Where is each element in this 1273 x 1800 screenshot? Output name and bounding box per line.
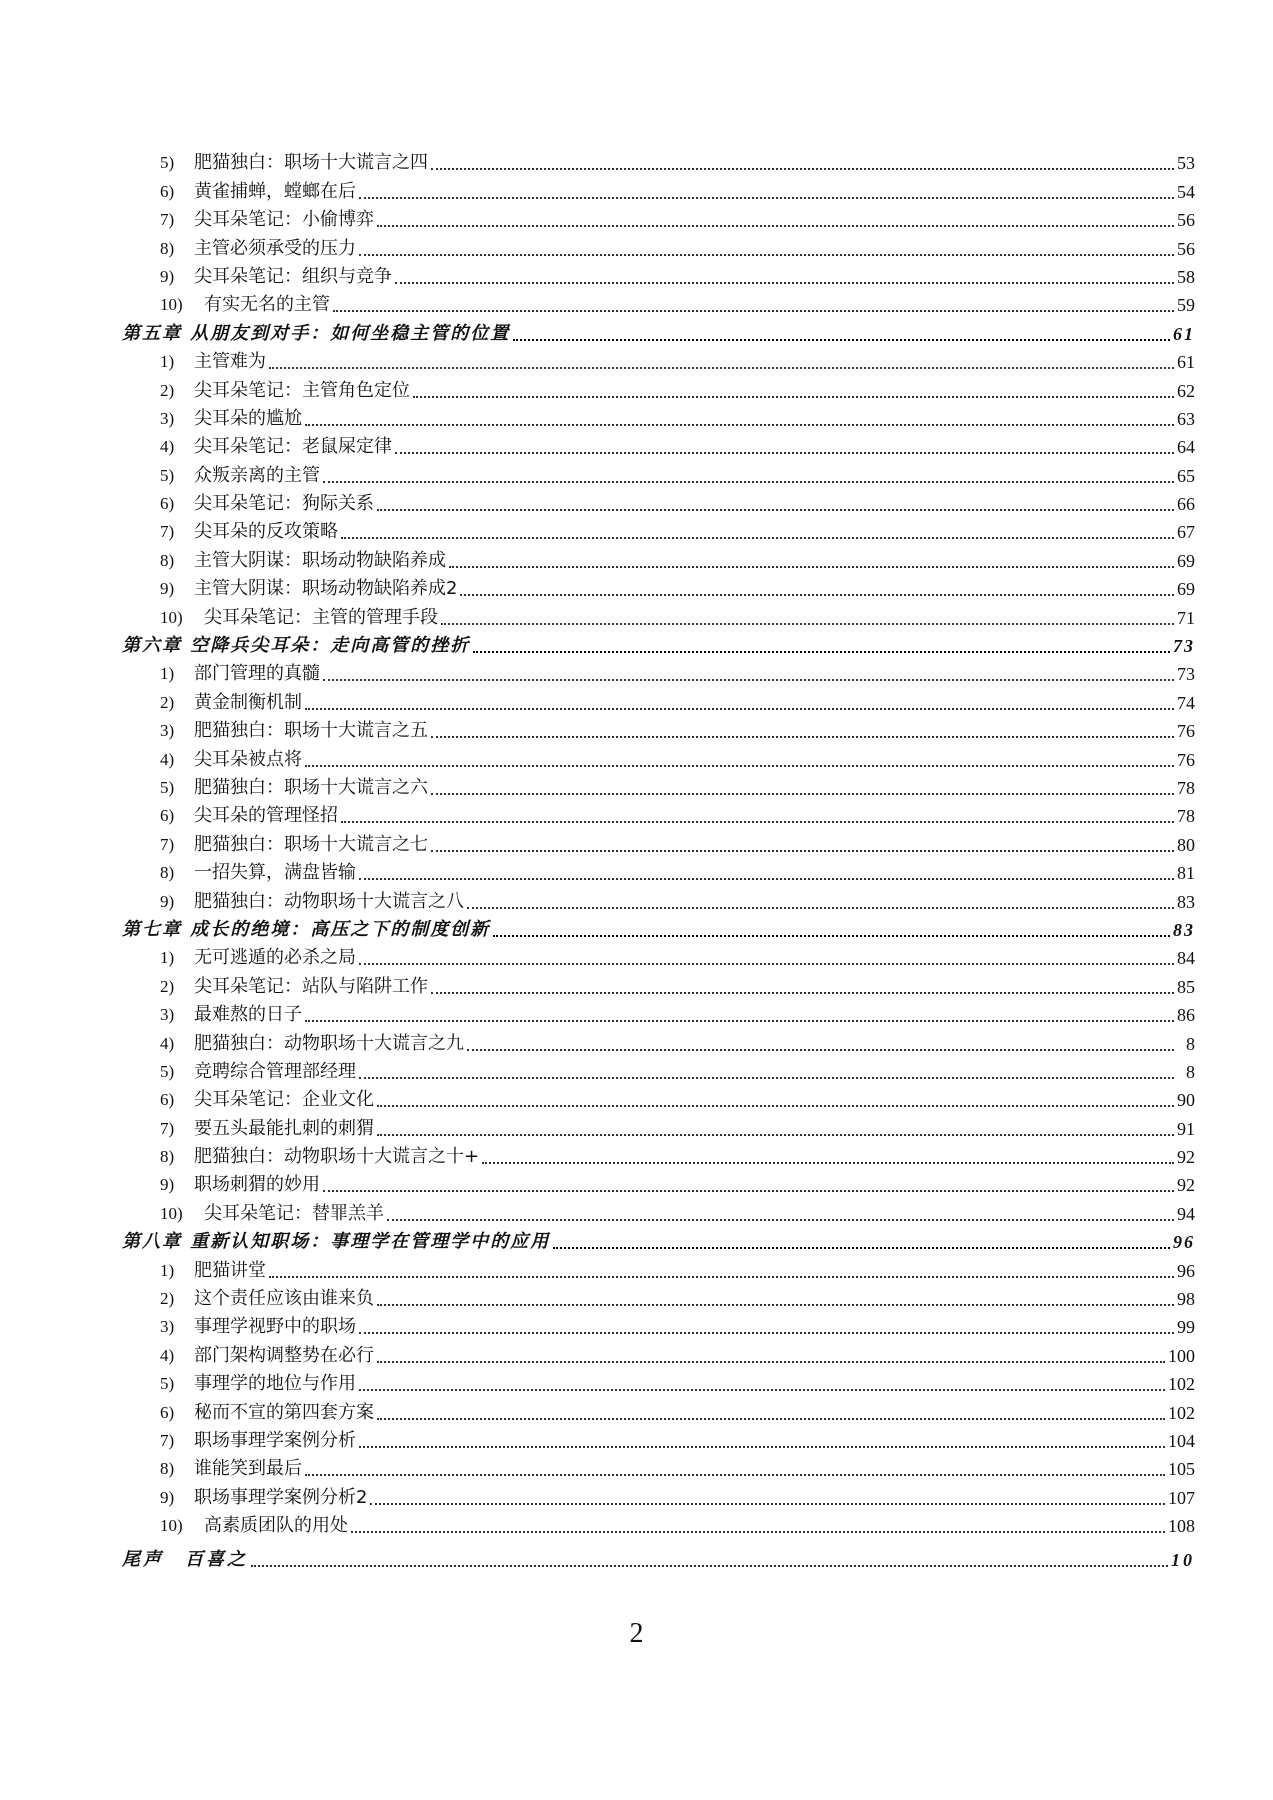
toc-entry-number: 1) [160, 664, 175, 684]
toc-entry-title: 尖耳朵的管理怪招 [194, 805, 338, 827]
toc-chapter [0, 913, 1273, 941]
dot-leader [449, 565, 1174, 568]
toc-entry [0, 1140, 1273, 1168]
toc-entry-number: 10) [160, 1203, 183, 1223]
toc-entry [0, 458, 1273, 486]
toc-entry-page: 98 [1177, 1289, 1195, 1310]
toc-entry-page: 105 [1168, 1459, 1195, 1480]
toc-entry [0, 1253, 1273, 1281]
toc-entry-title: 尖耳朵笔记：小偷博弈 [194, 209, 374, 231]
table-of-contents [0, 146, 1273, 1571]
dot-leader [473, 650, 1170, 653]
toc-entry [0, 771, 1273, 799]
toc-entry-title: 这个责任应该由谁来负 [194, 1288, 374, 1310]
toc-entry-number: 3) [160, 721, 175, 741]
toc-entry [0, 856, 1273, 884]
toc-entry-page: 73 [1173, 636, 1195, 657]
toc-entry-number: 4) [160, 1033, 175, 1053]
toc-entry-number: 1) [160, 352, 175, 372]
toc-entry [0, 146, 1273, 174]
toc-entry-title: 尖耳朵笔记：企业文化 [194, 1089, 374, 1111]
toc-entry-title: 职场刺猬的妙用 [194, 1174, 320, 1196]
toc-entry-page: 104 [1168, 1430, 1195, 1451]
dot-leader [341, 820, 1174, 823]
toc-entry [0, 1196, 1273, 1224]
toc-entry-page: 67 [1177, 522, 1195, 543]
toc-entry-page: 69 [1177, 579, 1195, 600]
toc-entry-number: 3) [160, 1005, 175, 1025]
toc-entry-page: 92 [1177, 1147, 1195, 1168]
dot-leader [377, 508, 1174, 511]
toc-entry-title: 主管必须承受的压力 [194, 237, 356, 259]
toc-entry-number: 6) [160, 1090, 175, 1110]
toc-entry-page: 94 [1177, 1203, 1195, 1224]
toc-entry-title: 肥猫独白：动物职场十大谎言之八 [194, 890, 464, 912]
toc-entry-number: 8) [160, 1459, 175, 1479]
toc-entry-number: 1) [160, 948, 175, 968]
toc-entry-title: 事理学视野中的职场 [194, 1316, 356, 1338]
dot-leader [377, 224, 1174, 227]
dot-leader [323, 1189, 1174, 1192]
toc-entry [0, 203, 1273, 231]
dot-leader [377, 1104, 1174, 1107]
toc-entry-page: 84 [1177, 948, 1195, 969]
dot-leader [377, 1303, 1174, 1306]
toc-entry-page: 83 [1173, 919, 1195, 940]
toc-entry-number: 7) [160, 834, 175, 854]
toc-entry [0, 884, 1273, 912]
dot-leader [482, 1161, 1174, 1164]
page-number: 2 [629, 1618, 644, 1649]
toc-entry [0, 572, 1273, 600]
dot-leader [431, 849, 1174, 852]
toc-entry-title: 尖耳朵的尴尬 [194, 407, 302, 429]
toc-entry-title: 主管大阴谋：职场动物缺陷养成 [194, 549, 446, 571]
toc-entry-title: 秘而不宣的第四套方案 [194, 1401, 374, 1423]
toc-entry-title: 主管大阴谋：职场动物缺陷养成2 [194, 578, 458, 600]
dot-leader [395, 281, 1174, 284]
toc-entry-page: 10 [1171, 1550, 1195, 1571]
dot-leader [359, 877, 1174, 880]
toc-entry-page: 73 [1177, 664, 1195, 685]
toc-entry [0, 345, 1273, 373]
dot-leader [359, 1331, 1174, 1334]
toc-entry-title: 肥猫独白：动物职场十大谎言之十+ [194, 1146, 480, 1168]
toc-entry-number: 10) [160, 607, 183, 627]
toc-entry [0, 941, 1273, 969]
dot-leader [467, 1048, 1174, 1051]
toc-entry-number: 7) [160, 1430, 175, 1450]
toc-entry [0, 1310, 1273, 1338]
toc-entry-title: 第七章 成长的绝境：高压之下的制度创新 [122, 918, 491, 940]
toc-entry-number: 3) [160, 1317, 175, 1337]
dot-leader [553, 1246, 1170, 1249]
toc-entry-page: 83 [1177, 891, 1195, 912]
toc-entry-page: 71 [1177, 607, 1195, 628]
toc-entry-number: 4) [160, 1345, 175, 1365]
toc-entry-number: 6) [160, 806, 175, 826]
toc-entry [0, 515, 1273, 543]
toc-entry-number: 8) [160, 1147, 175, 1167]
toc-entry-page: 74 [1177, 692, 1195, 713]
toc-entry-page: 96 [1173, 1232, 1195, 1253]
toc-entry [0, 1338, 1273, 1366]
toc-entry-number: 3) [160, 408, 175, 428]
toc-entry [0, 402, 1273, 430]
toc-entry-number: 10) [160, 295, 183, 315]
toc-entry-title: 肥猫独白：职场十大谎言之五 [194, 720, 428, 742]
toc-entry-title: 尖耳朵笔记：狗际关系 [194, 493, 374, 515]
toc-entry-page: 86 [1177, 1005, 1195, 1026]
toc-entry-page: 99 [1177, 1317, 1195, 1338]
toc-entry [0, 288, 1273, 316]
dot-leader [467, 906, 1174, 909]
toc-entry-page: 78 [1177, 777, 1195, 798]
toc-entry-title: 尾声 百喜之 [122, 1549, 248, 1571]
toc-entry [0, 685, 1273, 713]
toc-entry [0, 1026, 1273, 1054]
toc-entry-title: 无可逃遁的必杀之局 [194, 947, 356, 969]
dot-leader [431, 991, 1174, 994]
dot-leader [377, 1360, 1165, 1363]
toc-entry-number: 6) [160, 494, 175, 514]
toc-entry-page: 53 [1177, 153, 1195, 174]
dot-leader [305, 423, 1174, 426]
toc-entry-title: 谁能笑到最后 [194, 1458, 302, 1480]
toc-entry [0, 1452, 1273, 1480]
toc-chapter [0, 1225, 1273, 1253]
toc-entry-page: 92 [1177, 1175, 1195, 1196]
toc-entry-page: 80 [1177, 834, 1195, 855]
toc-entry-number: 5) [160, 1061, 175, 1081]
toc-entry-number: 5) [160, 1374, 175, 1394]
toc-entry-number: 2) [160, 976, 175, 996]
dot-leader [431, 792, 1174, 795]
toc-chapter [0, 316, 1273, 344]
toc-entry [0, 998, 1273, 1026]
toc-entry-number: 4) [160, 437, 175, 457]
dot-leader [305, 764, 1174, 767]
toc-entry-number: 2) [160, 380, 175, 400]
toc-entry-number: 9) [160, 266, 175, 286]
toc-entry-title: 第八章 重新认知职场：事理学在管理学中的应用 [122, 1231, 551, 1253]
toc-entry-page: 90 [1177, 1090, 1195, 1111]
toc-entry-title: 肥猫独白：职场十大谎言之六 [194, 776, 428, 798]
dot-leader [351, 1530, 1165, 1533]
toc-entry-page: 63 [1177, 408, 1195, 429]
dot-leader [513, 338, 1170, 341]
toc-entry-page: 56 [1177, 238, 1195, 259]
toc-entry-number: 4) [160, 749, 175, 769]
toc-entry-title: 肥猫独白：动物职场十大谎言之九 [194, 1032, 464, 1054]
toc-entry-page: 107 [1168, 1487, 1195, 1508]
toc-entry-page: 8 [1186, 1061, 1195, 1082]
toc-entry-title: 黄雀捕蝉，螳螂在后 [194, 180, 356, 202]
toc-entry-page: 85 [1177, 976, 1195, 997]
toc-entry-number: 8) [160, 238, 175, 258]
toc-entry-page: 62 [1177, 380, 1195, 401]
toc-entry-title: 尖耳朵被点将 [194, 748, 302, 770]
toc-entry-number: 7) [160, 522, 175, 542]
dot-leader [387, 1218, 1174, 1221]
toc-entry-number: 10) [160, 1516, 183, 1536]
toc-entry [0, 827, 1273, 855]
dot-leader [305, 1473, 1165, 1476]
toc-entry-title: 黄金制衡机制 [194, 691, 302, 713]
toc-entry [0, 1395, 1273, 1423]
toc-entry [0, 1424, 1273, 1452]
dot-leader [269, 366, 1174, 369]
dot-leader [431, 167, 1174, 170]
toc-entry-title: 竞聘综合管理部经理 [194, 1060, 356, 1082]
dot-leader [377, 1417, 1165, 1420]
toc-entry-page: 58 [1177, 266, 1195, 287]
toc-entry-page: 102 [1168, 1402, 1195, 1423]
dot-leader [323, 678, 1174, 681]
dot-leader [377, 1133, 1174, 1136]
toc-entry-page: 61 [1173, 323, 1195, 344]
toc-entry-title: 肥猫讲堂 [194, 1259, 266, 1281]
toc-entry-title: 一招失算，满盘皆输 [194, 862, 356, 884]
toc-entry-title: 最难熬的日子 [194, 1004, 302, 1026]
toc-entry-page: 108 [1168, 1516, 1195, 1537]
dot-leader [359, 196, 1174, 199]
toc-entry [0, 1509, 1273, 1537]
toc-entry-number: 5) [160, 153, 175, 173]
toc-entry [0, 373, 1273, 401]
toc-entry-title: 事理学的地位与作用 [194, 1373, 356, 1395]
toc-entry-page: 56 [1177, 210, 1195, 231]
toc-entry-page: 96 [1177, 1260, 1195, 1281]
toc-entry-number: 8) [160, 863, 175, 883]
toc-entry-page: 91 [1177, 1118, 1195, 1139]
toc-entry-title: 要五头最能扎刺的刺猬 [194, 1117, 374, 1139]
toc-entry [0, 231, 1273, 259]
toc-entry [0, 487, 1273, 515]
toc-entry-number: 9) [160, 579, 175, 599]
toc-entry-title: 尖耳朵笔记：主管的管理手段 [204, 606, 438, 628]
toc-entry-title: 有实无名的主管 [204, 294, 330, 316]
toc-entry-number: 8) [160, 550, 175, 570]
toc-entry [0, 1055, 1273, 1083]
dot-leader [359, 1445, 1165, 1448]
toc-entry-page: 81 [1177, 863, 1195, 884]
dot-leader [359, 253, 1174, 256]
toc-entry-page: 76 [1177, 749, 1195, 770]
toc-entry-number: 2) [160, 1289, 175, 1309]
toc-entry-title: 职场事理学案例分析 [194, 1429, 356, 1451]
toc-entry-title: 尖耳朵笔记：老鼠屎定律 [194, 436, 392, 458]
toc-entry-page: 78 [1177, 806, 1195, 827]
toc-entry-title: 肥猫独白：职场十大谎言之七 [194, 833, 428, 855]
toc-entry-number: 5) [160, 777, 175, 797]
toc-entry [0, 714, 1273, 742]
dot-leader [359, 1388, 1165, 1391]
toc-entry [0, 657, 1273, 685]
toc-entry-title: 尖耳朵笔记：替罪羔羊 [204, 1202, 384, 1224]
toc-entry-title: 高素质团队的用处 [204, 1515, 348, 1537]
toc-entry-title: 第六章 空降兵尖耳朵：走向高管的挫折 [122, 635, 471, 657]
toc-entry-title: 尖耳朵笔记：组织与竞争 [194, 265, 392, 287]
toc-entry-page: 66 [1177, 494, 1195, 515]
dot-leader [359, 1076, 1174, 1079]
toc-entry [0, 1083, 1273, 1111]
toc-entry-page: 8 [1186, 1033, 1195, 1054]
toc-entry [0, 799, 1273, 827]
toc-entry-title: 尖耳朵笔记：主管角色定位 [194, 379, 410, 401]
dot-leader [395, 451, 1174, 454]
toc-entry-page: 61 [1177, 352, 1195, 373]
toc-entry [0, 543, 1273, 571]
toc-entry [0, 742, 1273, 770]
toc-entry-number: 5) [160, 465, 175, 485]
toc-entry-page: 100 [1168, 1345, 1195, 1366]
dot-leader [493, 934, 1170, 937]
toc-entry-number: 9) [160, 1487, 175, 1507]
toc-entry-number: 9) [160, 891, 175, 911]
dot-leader [341, 536, 1174, 539]
dot-leader [305, 707, 1174, 710]
toc-entry [0, 174, 1273, 202]
toc-entry-number: 6) [160, 181, 175, 201]
toc-entry-page: 59 [1177, 295, 1195, 316]
toc-chapter [0, 629, 1273, 657]
toc-entry-number: 1) [160, 1260, 175, 1280]
toc-entry-number: 9) [160, 1175, 175, 1195]
toc-entry-title: 部门架构调整势在必行 [194, 1344, 374, 1366]
dot-leader [441, 622, 1174, 625]
toc-entry [0, 969, 1273, 997]
toc-entry-title: 主管难为 [194, 351, 266, 373]
dot-leader [251, 1564, 1168, 1567]
dot-leader [370, 1502, 1165, 1505]
toc-entry [0, 1168, 1273, 1196]
dot-leader [269, 1275, 1174, 1278]
toc-epilogue [0, 1537, 1273, 1571]
dot-leader [413, 395, 1174, 398]
dot-leader [333, 309, 1174, 312]
toc-entry-number: 7) [160, 210, 175, 230]
toc-entry [0, 600, 1273, 628]
toc-entry-page: 102 [1168, 1374, 1195, 1395]
toc-entry-title: 尖耳朵笔记：站队与陷阱工作 [194, 975, 428, 997]
dot-leader [305, 1019, 1174, 1022]
toc-entry-title: 职场事理学案例分析2 [194, 1486, 368, 1508]
toc-entry-title: 众叛亲离的主管 [194, 464, 320, 486]
toc-entry-number: 7) [160, 1118, 175, 1138]
toc-entry [0, 1480, 1273, 1508]
toc-entry-title: 第五章 从朋友到对手：如何坐稳主管的位置 [122, 322, 511, 344]
toc-entry [0, 1111, 1273, 1139]
toc-entry [0, 1367, 1273, 1395]
toc-entry-number: 6) [160, 1402, 175, 1422]
toc-entry-page: 54 [1177, 181, 1195, 202]
toc-entry [0, 260, 1273, 288]
toc-entry [0, 1282, 1273, 1310]
toc-entry-page: 76 [1177, 721, 1195, 742]
toc-entry-title: 尖耳朵的反攻策略 [194, 521, 338, 543]
dot-leader [323, 480, 1174, 483]
dot-leader [431, 735, 1174, 738]
toc-entry-page: 69 [1177, 550, 1195, 571]
toc-entry-title: 肥猫独白：职场十大谎言之四 [194, 152, 428, 174]
dot-leader [359, 962, 1174, 965]
toc-entry-page: 64 [1177, 437, 1195, 458]
toc-entry-title: 部门管理的真髓 [194, 663, 320, 685]
toc-entry [0, 430, 1273, 458]
toc-entry-number: 2) [160, 692, 175, 712]
dot-leader [460, 593, 1174, 596]
toc-entry-page: 65 [1177, 465, 1195, 486]
